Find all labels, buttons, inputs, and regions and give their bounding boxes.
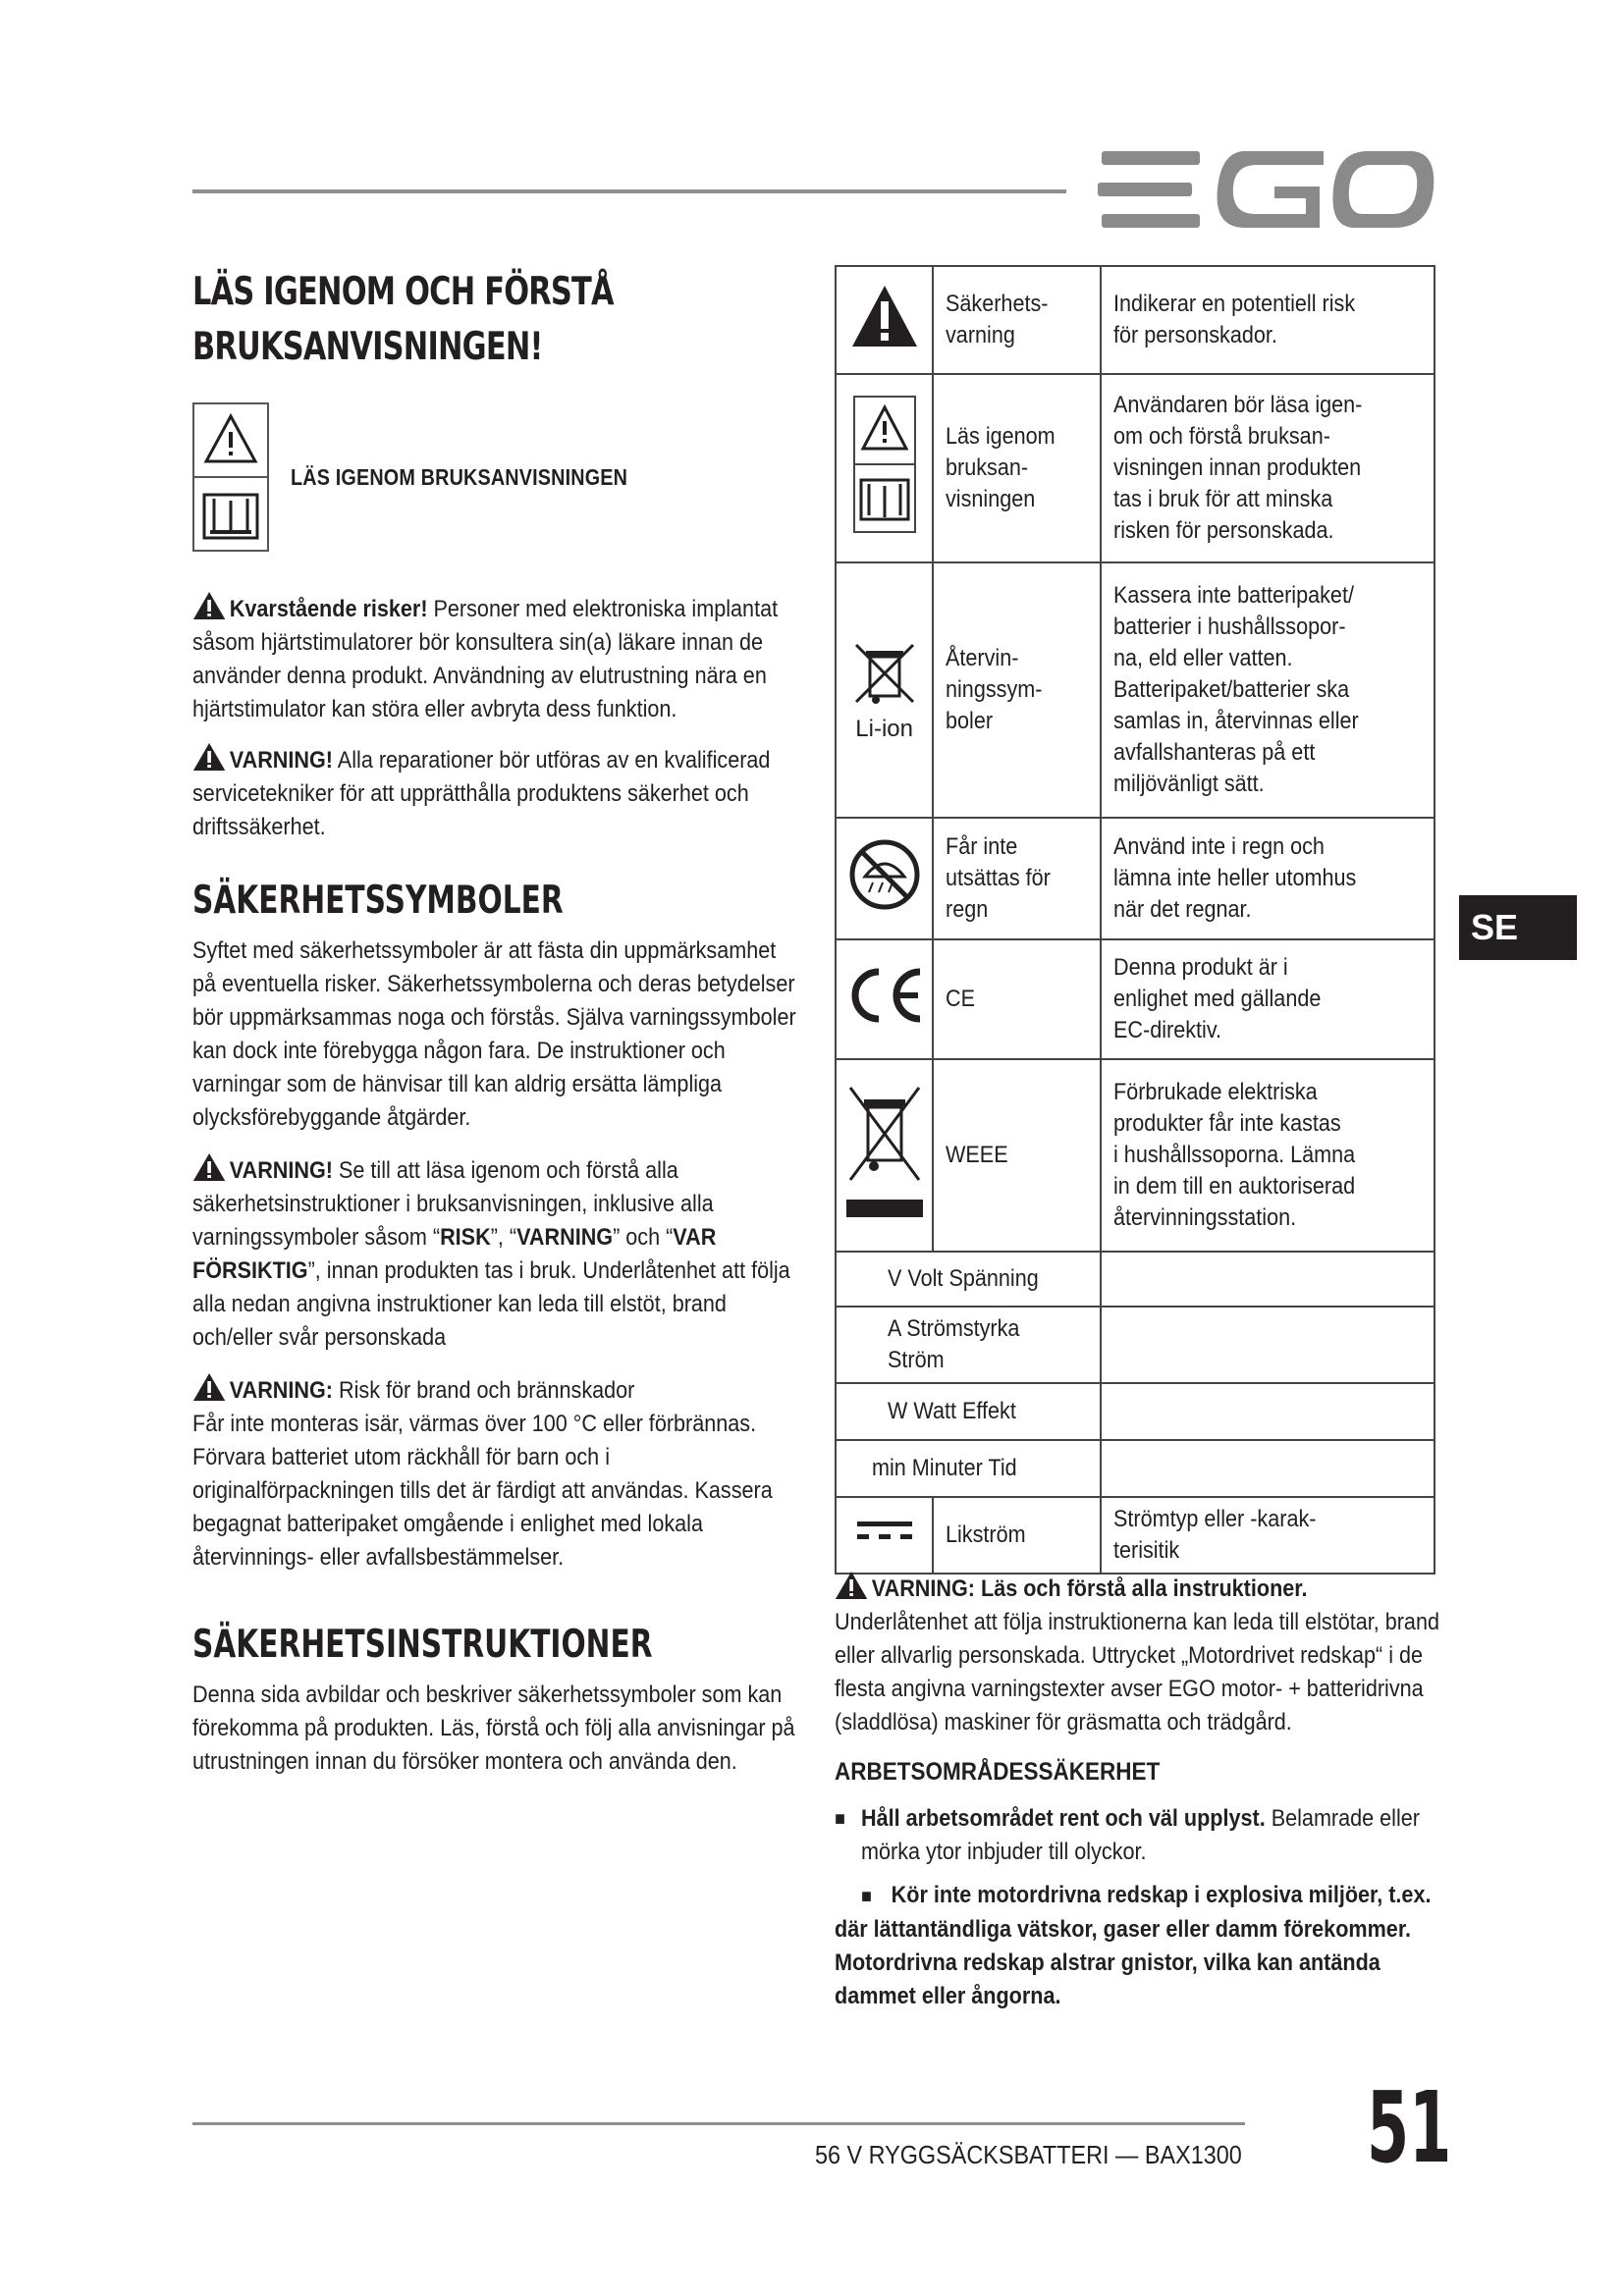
symbol-name-text: Läs igenom bruksan- visningen: [946, 423, 1056, 512]
safety-instructions-text: Denna sida avbildar och beskriver säkerhetssymboler som kan förekomma på produkten. Läs, förstå och följ alla anvisningar på utrustningen innan du försöker montera och använda den.: [192, 1682, 795, 1775]
crossed-bin-icon: [850, 639, 919, 708]
warning-triangle-icon: [192, 1152, 226, 1182]
risk-keyword: RISK: [440, 1224, 491, 1251]
left-column: [192, 265, 801, 1779]
bullet-icon: ■: [861, 1886, 872, 1907]
table-row: [836, 1497, 1435, 1574]
repair-warning-text: Alla reparationer bör utföras av en kvalificerad servicetekniker för att upprätthålla produktens säkerhet och driftssäkerhet.: [192, 747, 771, 840]
ce-symbol-cell: [836, 939, 933, 1059]
symbol-name-text: Säkerhets- varning: [946, 291, 1049, 348]
symbol-name: [933, 939, 1100, 1059]
empty-cell: [1101, 1440, 1435, 1497]
bullet-1-text: Belamrade eller mörka ytor inbjuder till olyckor.: [861, 1805, 1420, 1865]
table-row: [836, 1307, 1435, 1383]
language-tab: SE: [1459, 895, 1577, 960]
bullet-icon: ■: [835, 1808, 845, 1830]
empty-cell: [1101, 1383, 1435, 1440]
symbol-desc-text: Strömtyp eller -karak- terisitik: [1112, 1506, 1316, 1564]
ego-logo: [1098, 147, 1436, 232]
weee-bin-icon: [844, 1078, 925, 1225]
symbol-desc-text: Kassera inte batteripaket/ batterier i hushållssopor- na, eld eller vatten. Batteripaket/batterier ska samlas in, återvinnas eller avfallshanteras på ett miljövänligt sätt.: [1112, 582, 1359, 797]
symbol-name-text: Får inte utsättas för regn: [946, 833, 1052, 923]
read-manual-symbol-cell: [836, 374, 933, 562]
unit-text: V Volt Spänning: [888, 1265, 1039, 1292]
table-row: [836, 818, 1435, 939]
fire-warning-title: Risk för brand och brännskador: [333, 1377, 635, 1404]
symbol-desc-text: Indikerar en potentiell risk för personskador.: [1112, 291, 1355, 348]
symbol-name: [933, 562, 1100, 818]
varning-keyword: VARNING: [516, 1224, 614, 1251]
empty-cell: [1101, 1252, 1435, 1307]
warning-triangle-icon: [850, 284, 919, 348]
unit-cell: [836, 1252, 1101, 1307]
unit-text: A Strömstyrka Ström: [888, 1315, 1020, 1373]
page-title: [192, 265, 729, 375]
warning-triangle-icon: [835, 1571, 868, 1600]
work-area-safety-heading: ARBETSOMRÅDESSÄKERHET: [835, 1758, 1161, 1786]
bullet-2-bold: Kör inte motordrivna redskap i explosiva miljöer, t.ex. där lättantändliga vätskor, gaser eller damm förekommer. Motordrivna redskap alstrar gnistor, vilka kan antända dammet eller ångorna.: [835, 1882, 1432, 2009]
title-line-2: BRUKSANVISNINGEN!: [192, 325, 543, 369]
instructions-warning-paragraph: [835, 1571, 1453, 1739]
read-all-text-a: Se till att läsa igenom och förstå alla säkerhetsinstruktioner i bruksanvisningen, inklusive alla varningssymboler såsom “: [192, 1157, 714, 1251]
read-all-text-d: ”, innan produkten tas i bruk. Underlåtenhet att följa alla nedan angivna instruktioner kan leda till elstöt, brand och/eller svår personskada: [192, 1257, 790, 1351]
title-line-1: LÄS IGENOM OCH FÖRSTÅ: [192, 270, 614, 314]
symbol-name: [933, 1497, 1100, 1574]
ce-mark-icon: [843, 966, 926, 1025]
read-manual-label: LÄS IGENOM BRUKSANVISNINGEN: [291, 463, 628, 490]
symbol-desc-text: Användaren bör läsa igen- om och förstå bruksan- visningen innan produkten tas i bruk för att minska risken för personskada.: [1112, 392, 1362, 544]
unit-cell: [836, 1440, 1101, 1497]
list-item: [835, 1802, 1453, 1869]
list-item: [835, 1879, 1453, 2013]
safety-symbols-table: [835, 265, 1435, 1575]
read-all-warning-bold: VARNING!: [229, 1157, 334, 1184]
read-manual-icon: [192, 402, 269, 552]
read-all-warning-paragraph: [192, 1152, 802, 1355]
symbol-name-text: Likström: [946, 1522, 1026, 1548]
table-row: [836, 1383, 1435, 1440]
table-row: [836, 1440, 1435, 1497]
footer-title: 56 V RYGGSÄCKSBATTERI — BAX1300: [815, 2140, 1242, 2169]
table-row: [836, 562, 1435, 818]
safety-symbols-heading: SÄKERHETSSYMBOLER: [192, 879, 564, 923]
symbol-desc: [1101, 266, 1435, 374]
read-manual-box: [192, 402, 801, 552]
unit-cell: [836, 1307, 1101, 1383]
warning-triangle-icon: [192, 591, 226, 620]
warning-triangle-icon: [192, 1372, 226, 1402]
warning-symbol-cell: [836, 266, 933, 374]
empty-cell: [1101, 1307, 1435, 1383]
residual-risk-bold: Kvarstående risker!: [229, 596, 428, 622]
read-all-text-c: ” och “: [613, 1224, 674, 1251]
residual-risk-paragraph: [192, 591, 802, 726]
unit-text: min Minuter Tid: [872, 1455, 1017, 1481]
symbol-desc-text: Förbrukade elektriska produkter får inte kastas i hushållssoporna. Lämna in dem till en auktoriserad återvinningsstation.: [1112, 1079, 1355, 1231]
bullet-1-bold: Håll arbetsområdet rent och väl upplyst.: [861, 1805, 1266, 1832]
symbol-desc: [1101, 818, 1435, 939]
symbol-name-text: CE: [946, 986, 976, 1012]
instructions-warning-text: Underlåtenhet att följa instruktionerna kan leda till elstötar, brand eller allvarlig personskada. Uttrycket „Motordrivet redskap“ i de flesta angivna varningstexter avser EGO motor- + batteridrivna (sladdlösa) maskiner för gräsmatta och trädgård.: [835, 1609, 1439, 1735]
header-rule: [192, 189, 1066, 193]
repair-warning-bold: VARNING!: [229, 747, 334, 774]
table-row: [836, 266, 1435, 374]
symbol-name: [933, 818, 1100, 939]
dc-symbol-cell: [836, 1497, 933, 1574]
residual-risk-text: Personer med elektroniska implantat såsom hjärtstimulatorer bör konsultera sin(a) läkare innan de använder denna produkt. Användning av elutrustning nära en hjärtstimulator kan störa eller avbryta dess funktion.: [192, 596, 779, 722]
li-ion-label: Li-ion: [855, 715, 913, 742]
weee-symbol-cell: [836, 1059, 933, 1252]
repair-warning-paragraph: [192, 742, 802, 844]
symbol-name-text: Återvin- ningssym- boler: [946, 645, 1043, 734]
unit-cell: [836, 1383, 1101, 1440]
read-manual-icon: [853, 396, 916, 533]
symbol-desc-text: Använd inte i regn och lämna inte heller utomhus när det regnar.: [1112, 833, 1356, 923]
right-column: [835, 1571, 1463, 2013]
table-row: [836, 374, 1435, 562]
var-forsiktig-keyword: VAR FÖRSIKTIG: [192, 1224, 717, 1284]
no-rain-icon: [847, 837, 922, 912]
footer-rule: [192, 2122, 1245, 2125]
no-rain-symbol-cell: [836, 818, 933, 939]
fire-warning-text: Får inte monteras isär, värmas över 100 °C eller förbrännas. Förvara batteriet utom räckhåll för barn och i originalförpackningen tills det är färdigt att användas. Kassera begagnat batteripaket omgående i enlighet med lokala återvinnings- eller avfallsbestämmelser.: [192, 1411, 773, 1571]
instructions-warning-bold: VARNING: Läs och förstå alla instruktioner.: [871, 1575, 1308, 1602]
table-row: [836, 1252, 1435, 1307]
symbol-name: [933, 374, 1100, 562]
symbol-desc: [1101, 374, 1435, 562]
direct-current-icon: [857, 1520, 912, 1543]
page-number: 51: [1367, 2070, 1452, 2185]
unit-text: W Watt Effekt: [888, 1398, 1016, 1424]
symbol-desc: [1101, 939, 1435, 1059]
read-all-text-b: ”, “: [490, 1224, 517, 1251]
symbol-desc-text: Denna produkt är i enlighet med gällande EC-direktiv.: [1112, 954, 1321, 1043]
fire-warning-bold: VARNING:: [229, 1377, 334, 1404]
symbol-name: [933, 266, 1100, 374]
symbol-desc: [1101, 562, 1435, 818]
fire-warning-paragraph: [192, 1372, 802, 1575]
symbol-desc: [1101, 1059, 1435, 1252]
symbol-name: [933, 1059, 1100, 1252]
symbol-desc: [1101, 1497, 1435, 1574]
warning-triangle-icon: [192, 742, 226, 772]
symbol-name-text: WEEE: [946, 1142, 1008, 1168]
safety-symbols-text: Syftet med säkerhetssymboler är att fästa din uppmärksamhet på eventuella risker. Säkerhetssymbolerna och deras betydelser bör uppmärksammas noga och förstås. Själva varningssymboler kan dock inte förebygga någon fara. De instruktioner och varningar som de hänvisar till kan aldrig ersätta lämpliga olycksförebyggande åtgärder.: [192, 937, 796, 1131]
recycling-symbol-cell: [836, 562, 933, 818]
table-row: [836, 1059, 1435, 1252]
safety-instructions-heading: SÄKERHETSINSTRUKTIONER: [192, 1623, 653, 1667]
table-row: [836, 939, 1435, 1059]
